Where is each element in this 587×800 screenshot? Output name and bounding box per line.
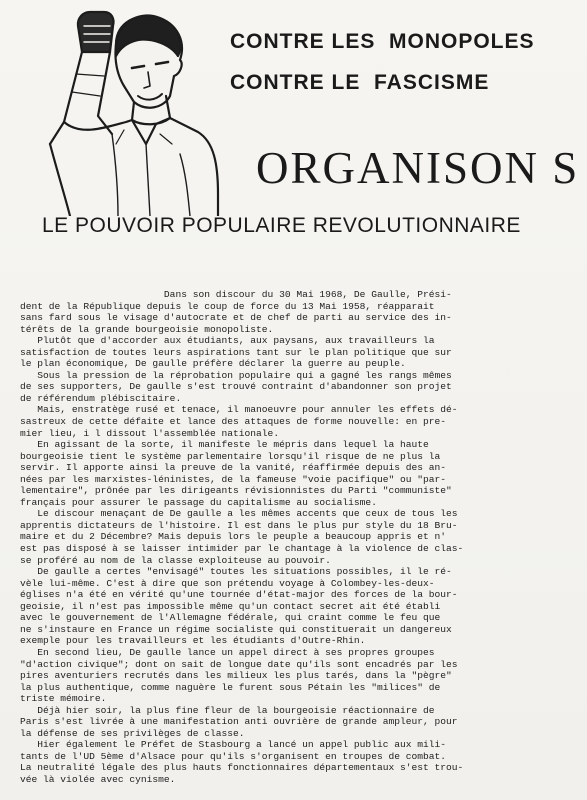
text-line: exemple pour les travailleurs et les étudiants d'Outre-Rhin. [20, 635, 366, 647]
text-line: vèle lui-même. C'est à dire que son prétendu voyage à Colombey-les-deux- [20, 577, 435, 589]
text-line: ne s'instaure en France un régime socialiste qui constituerait un dangereux [20, 623, 452, 635]
text-line: maire et du 2 Décembre? Mais depuis lors le peuple a beaucoup appris et n' [20, 531, 447, 543]
text-line: La neutralité légale des plus hauts fonctionnaires départementaux s'est trou- [20, 762, 464, 774]
text-line: En second lieu, De gaulle lance un appel direct à ses propres groupes [20, 646, 435, 658]
page-title: ORGANISON S [256, 143, 580, 193]
raised-fist-figure-icon [20, 4, 220, 216]
text-line: se proféré au nom de la classe exploiteuse au pouvoir. [20, 554, 331, 566]
text-line: dent de la République depuis le coup de force du 13 Mai 1958, réapparait [20, 300, 435, 312]
text-line: Hier également le Préfet de Stasbourg a lancé un appel public aux mili- [20, 739, 447, 751]
text-line: français pour assurer le passage du capitalisme au socialisme. [20, 496, 377, 508]
text-line: bourgeoisie tient le système parlementaire lorsqu'il risque de ne plus la [20, 450, 441, 462]
text-line: églises n'a été en vérité qu'une tournée d'état-major des forces de la bour- [20, 589, 458, 601]
text-line: la plus authentique, comme naguère le furent sous Pétain les "milices" de [20, 681, 441, 693]
text-line: Dans son discour du 30 Mai 1968, De Gaulle, Prési- [20, 289, 452, 300]
text-line: tants de l'UD 5ème d'Alsace pour qu'ils s'organisent en troupes de combat. [20, 750, 447, 762]
leaflet-body-text [20, 289, 580, 786]
headline-fascisme: CONTRE LE FASCISME [230, 71, 490, 94]
text-line: "d'action civique"; dont on sait de longue date qu'ils sont encadrés par les [20, 658, 458, 670]
text-line: apprentis dictateurs de l'histoire. Il est dans le plus pur style du 18 Bru- [20, 519, 458, 531]
text-line: avec le gouvernement de l'Allemagne fédérale, qui craint comme le feu que [20, 612, 441, 624]
page-subtitle: LE POUVOIR POPULAIRE REVOLUTIONNAIRE [42, 214, 521, 237]
headline-monopoles: CONTRE LES MONOPOLES [230, 30, 535, 53]
text-line: De gaulle a certes "envisagé" toutes les situations possibles, il le ré- [20, 566, 452, 578]
text-line: satisfaction de toutes leurs aspirations tant sur le plan politique que sur [20, 346, 452, 358]
text-line: Le discour menaçant de De gaulle a les mêmes accents que ceux de tous les [20, 508, 458, 520]
text-line: Mais, enstratège rusé et tenace, il manoeuvre pour annuler les effets dé- [20, 404, 458, 416]
text-line: mier lieu, i l dissout l'assemblée nationale. [20, 427, 280, 439]
text-line: Sous la pression de la réprobation populaire qui a gagné les rangs mêmes [20, 369, 452, 381]
text-line: En agissant de la sorte, il manifeste le mépris dans lequel la haute [20, 439, 429, 451]
text-line: de ses supporters, De gaulle s'est trouvé contraint d'abandonner son projet [20, 381, 452, 393]
text-line: Plutôt que d'accorder aux étudiants, aux paysans, aux travailleurs la [20, 335, 435, 347]
text-line: térêts de la grande bourgeoisie monopoliste. [20, 323, 274, 335]
text-line: la défense de ses privilèges de classe. [20, 727, 245, 739]
text-line: servir. Il apporte ainsi la preuve de la vanité, réaffirmée depuis des an- [20, 462, 447, 474]
text-line: nées par les marxistes-léninistes, de la fameuse "voie pacifique" ou "par- [20, 473, 447, 485]
text-line: lementaire", prônée par les dirigeants révisionnistes du Parti "communiste" [20, 485, 452, 497]
text-line: Déjà hier soir, la plus fine fleur de la bourgeoisie réactionnaire de [20, 704, 435, 716]
text-line: sastreux de cette défaite et lance des attaques de forme nouvelle: en pre- [20, 416, 447, 428]
text-line: sans fard sous le visage d'autocrate et de chef de parti au service des in- [20, 312, 452, 324]
text-line: le plan économique, De gaulle préfère déclarer la guerre au peuple. [20, 358, 406, 370]
text-line: est pas disposé à se laisser intimider par le chantage à la violence de clas- [20, 543, 464, 555]
text-line: geoisie, il n'est pas impossible même qu'un contact secret ait été établi [20, 600, 441, 612]
text-line: Paris s'est livrée à une manifestation anti ouvrière de grande ampleur, pour [20, 716, 458, 728]
text-line: de référendum plébiscitaire. [20, 392, 182, 404]
text-line: vée là violée avec cynisme. [20, 773, 176, 785]
text-line: triste mémoire. [20, 693, 107, 705]
text-line: pires aventuriers recrutés dans les milieux les plus tarés, dans la "pègre" [20, 670, 452, 682]
